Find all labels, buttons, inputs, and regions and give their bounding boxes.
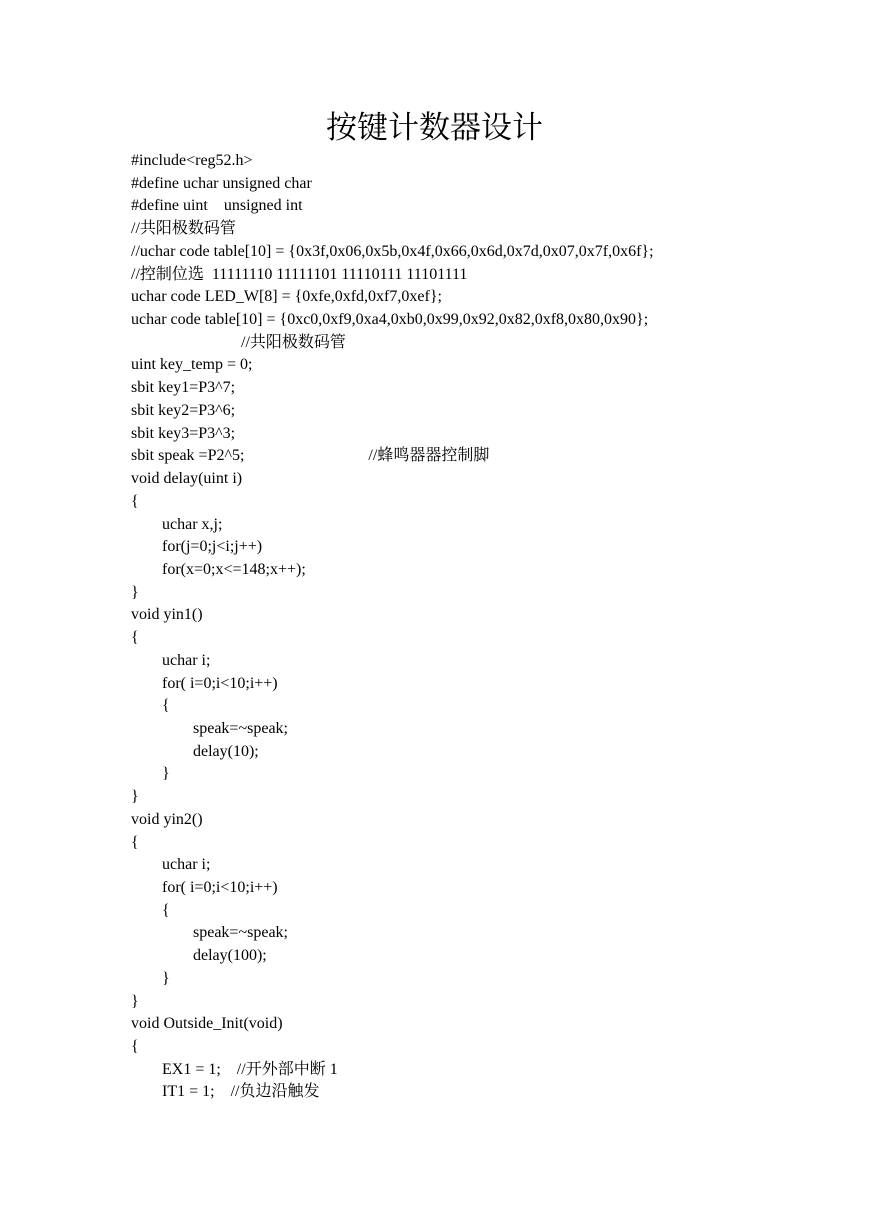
code-line: speak=~speak;	[193, 924, 288, 942]
code-line: void yin1()	[131, 606, 203, 624]
code-line: for(j=0;j<i;j++)	[162, 538, 263, 556]
code-line: speak=~speak;	[193, 719, 288, 737]
code-line: EX1 = 1; //开外部中断 1	[162, 1060, 338, 1078]
code-line: #include<reg52.h>	[131, 152, 253, 169]
code-line: delay(10);	[193, 742, 259, 760]
code-line: {	[131, 833, 139, 851]
code-line: }	[131, 583, 139, 601]
code-line: sbit key1=P3^7;	[131, 379, 236, 397]
code-line: delay(100);	[193, 947, 267, 965]
code-line: {	[131, 1038, 139, 1056]
code-line: uchar code table[10] = {0xc0,0xf9,0xa4,0xb0,0x99,0x92,0x82,0xf8,0x80,0x90};	[131, 311, 649, 329]
code-line: {	[131, 492, 139, 510]
code-line: #define uchar unsigned char	[131, 174, 312, 192]
code-line: sbit speak =P2^5; //蜂鸣器器控制脚	[131, 447, 490, 465]
code-line: for( i=0;i<10;i++)	[162, 879, 278, 896]
code-line: {	[162, 901, 170, 919]
code-line: sbit key3=P3^3;	[131, 424, 236, 442]
code-listing	[131, 150, 831, 1104]
code-line: {	[131, 629, 139, 647]
code-line: uchar code LED_W[8] = {0xfe,0xfd,0xf7,0xef};	[131, 288, 442, 306]
code-line: }	[131, 992, 139, 1010]
code-line: }	[131, 788, 139, 806]
code-line: //uchar code table[10] = {0x3f,0x06,0x5b,0x4f,0x66,0x6d,0x7d,0x07,0x7f,0x6f};	[131, 242, 654, 260]
code-line: uchar i;	[162, 856, 211, 874]
code-line: {	[162, 697, 170, 715]
code-line: //控制位选 11111110 11111101 11110111 11101111	[131, 265, 468, 283]
code-line: IT1 = 1; //负边沿触发	[162, 1083, 320, 1101]
document-title: 按键计数器设计	[326, 110, 543, 146]
code-line: uchar i;	[162, 651, 211, 669]
code-line: #define uint unsigned int	[131, 197, 303, 215]
code-line: for( i=0;i<10;i++)	[162, 674, 278, 692]
code-line: uint key_temp = 0;	[131, 356, 253, 374]
code-line: void yin2()	[131, 810, 203, 828]
code-line: void Outside_Init(void)	[131, 1015, 283, 1033]
code-line: //共阳极数码管	[131, 220, 236, 238]
code-line: sbit key2=P3^6;	[131, 401, 236, 419]
code-line: void delay(uint i)	[131, 470, 243, 488]
code-line: //共阳极数码管	[241, 333, 346, 351]
code-line: }	[162, 765, 170, 783]
code-line: }	[162, 969, 170, 987]
code-line: for(x=0;x<=148;x++);	[162, 560, 306, 578]
code-line: uchar x,j;	[162, 515, 223, 533]
